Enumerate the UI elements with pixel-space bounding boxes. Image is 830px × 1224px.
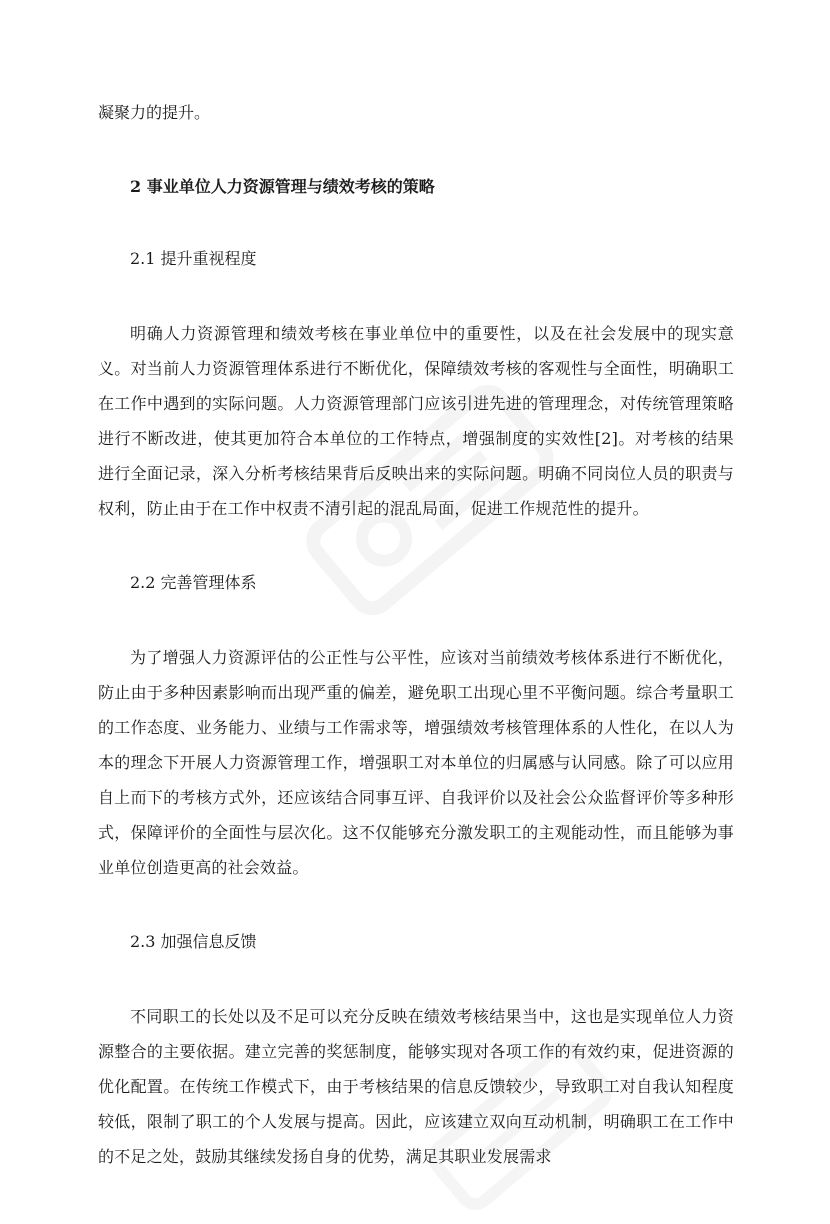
paragraph-2-3: 不同职工的长处以及不足可以充分反映在绩效考核结果当中，这也是实现单位人力资源整合的主要依据。建立完善的奖惩制度，能够实现对各项工作的有效约束，促进资源的优化配置。在传统工作模式下，由于考核结果的信息反馈较少，导致职工对自我认知程度较低，限制了职工的个人发展与提高。因此，应该建立双向互动机制，明确职工在工作中的不足之处，鼓励其继续发扬自身的优势，满足其职业发展需求 <box>98 1007 734 1166</box>
lead-line: 凝聚力的提升。 <box>98 103 211 122</box>
document-body <box>98 96 734 1174</box>
paragraph-2-1: 明确人力资源管理和绩效考核在事业单位中的重要性，以及在社会发展中的现实意义。对当前人力资源管理体系进行不断优化，保障绩效考核的客观性与全面性，明确职工在工作中遇到的实际问题。人力资源管理部门应该引进先进的管理理念，对传统管理策略进行不断改进，使其更加符合本单位的工作特点，增强制度的实效性[2]。对考核的结果进行全面记录，深入分析考核结果背后反映出来的实际问题。明确不同岗位人员的职责与权利，防止由于在工作中权责不清引起的混乱局面，促进工作规范性的提升。 <box>98 324 734 518</box>
section-title: 2 事业单位人力资源管理与绩效考核的策略 <box>130 177 435 196</box>
subsection-title-2-1: 2.1 提升重视程度 <box>130 249 257 268</box>
subsection-title-2-3: 2.3 加强信息反馈 <box>130 932 257 951</box>
subsection-title-2-2: 2.2 完善管理体系 <box>130 573 257 592</box>
paragraph-2-2: 为了增强人力资源评估的公正性与公平性，应该对当前绩效考核体系进行不断优化，防止由于多种因素影响而出现严重的偏差，避免职工出现心里不平衡问题。综合考量职工的工作态度、业务能力、业绩与工作需求等，增强绩效考核管理体系的人性化，在以人为本的理念下开展人力资源管理工作，增强职工对本单位的归属感与认同感。除了可以应用自上而下的考核方式外，还应该结合同事互评、自我评价以及社会公众监督评价等多种形式，保障评价的全面性与层次化。这不仅能够充分激发职工的主观能动性，而且能够为事业单位创造更高的社会效益。 <box>98 648 734 877</box>
